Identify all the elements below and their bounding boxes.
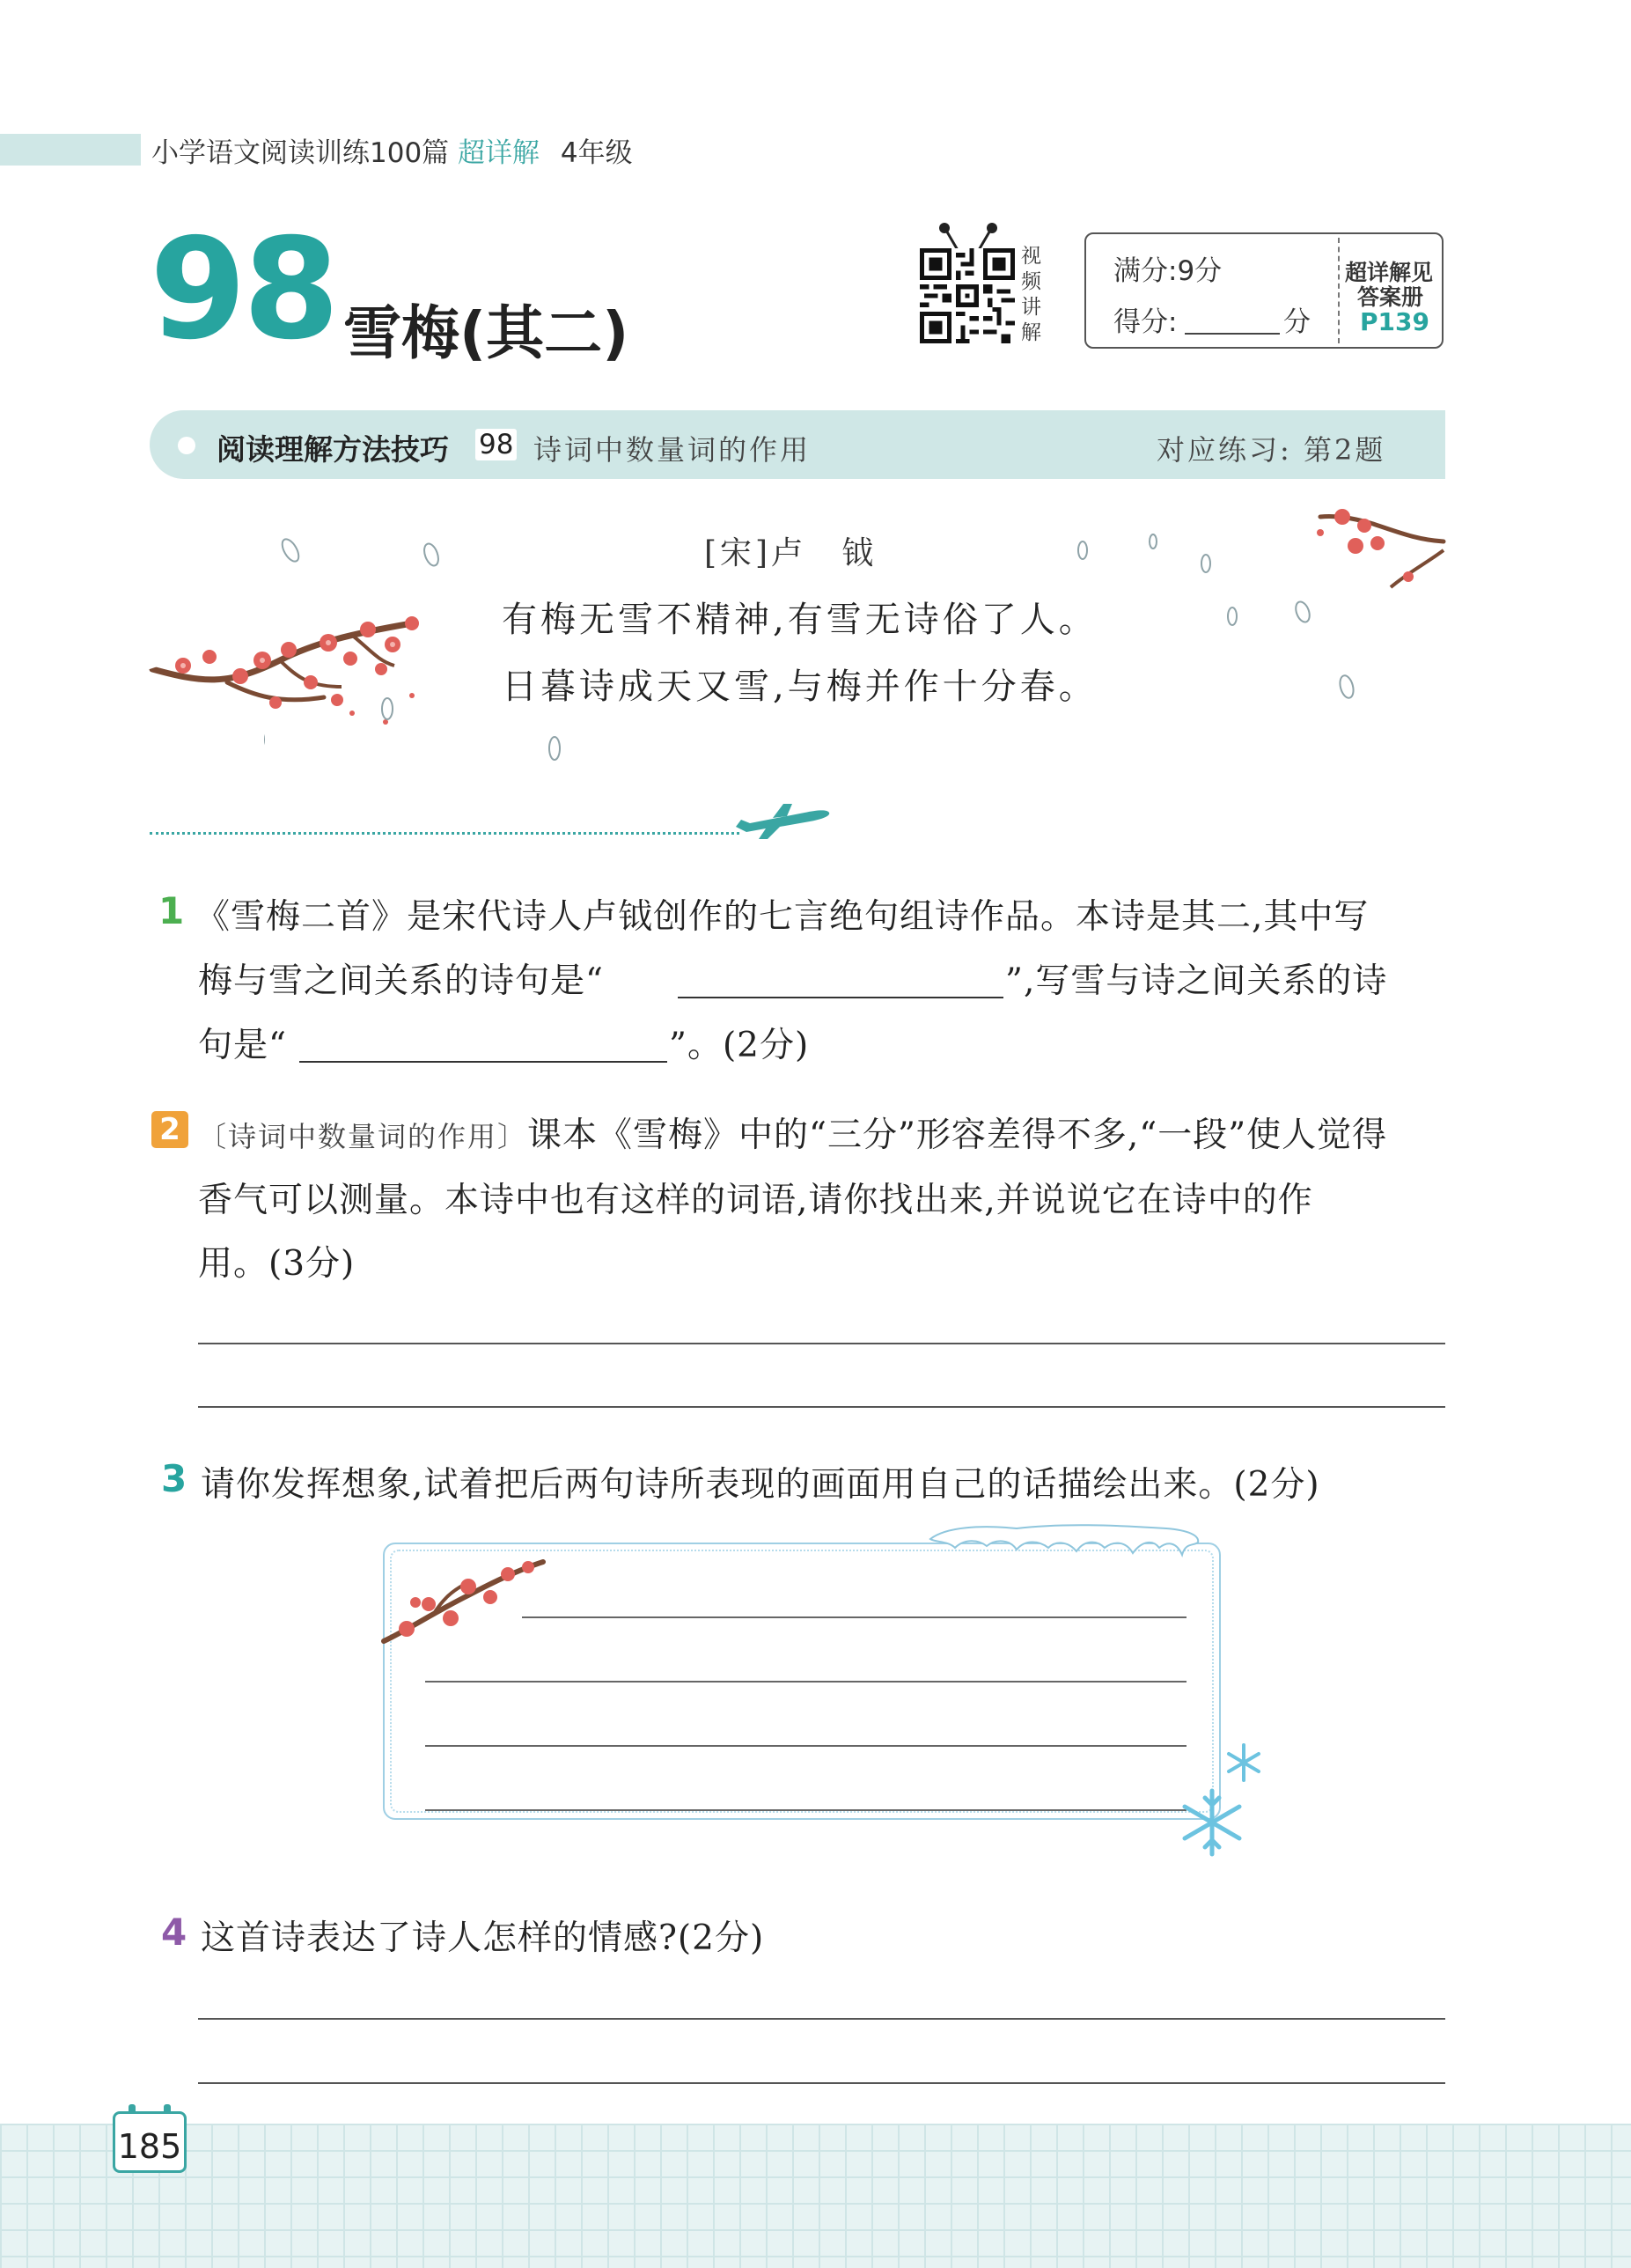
answer-line[interactable]: [198, 1343, 1445, 1344]
book-highlight: 超详解: [458, 137, 540, 169]
snow-cap-decoration: [929, 1521, 1201, 1564]
book-header: [151, 130, 633, 170]
answer-ref-line2: 答案册: [1357, 284, 1424, 310]
answer-ref-line1: 超详解见: [1345, 260, 1434, 285]
question-2-number: 2: [151, 1111, 188, 1148]
answer-page-ref: P139: [1360, 307, 1429, 336]
answer-blank[interactable]: [299, 1061, 667, 1063]
page-number: 185: [117, 2127, 182, 2166]
question-2-text-line: 课本《雪梅》中的“三分”形容差得不多,“一段”使人觉得: [527, 1116, 1388, 1155]
poem-author: [宋]卢 钺: [704, 535, 878, 571]
qr-label-char: 频: [1021, 270, 1041, 293]
question-1-text: 句是“: [198, 1026, 287, 1065]
question-1-text: ”。(2分): [669, 1026, 810, 1065]
question-2-text: [198, 1108, 1387, 1157]
qr-label-char: 解: [1021, 321, 1041, 344]
score-unit: 分: [1283, 306, 1311, 338]
video-explain-label: [1021, 244, 1047, 346]
question-2-text: 香气可以测量。本诗中也有这样的词语,请你找出来,并说说它在诗中的作: [198, 1181, 1313, 1220]
method-number: 98: [475, 429, 517, 460]
question-1-text: ”,写雪与诗之间关系的诗: [1005, 961, 1388, 1001]
lesson-number: 98: [150, 209, 336, 371]
tv-antenna-icon: [933, 222, 1003, 252]
method-topic: 诗词中数量词的作用: [533, 433, 812, 467]
question-3-number: 3: [161, 1457, 187, 1500]
airplane-icon: [729, 797, 834, 841]
book-grade: 4年级: [560, 137, 633, 169]
footer-grid-band: [0, 2124, 1631, 2268]
score-box-divider: [1338, 238, 1340, 343]
writing-line[interactable]: [522, 1616, 1187, 1618]
writing-line[interactable]: [425, 1745, 1187, 1747]
question-4-number: 4: [161, 1911, 187, 1954]
question-3-text: 请你发挥想象,试着把后两句诗所表现的画面用自己的话描绘出来。(2分): [201, 1465, 1320, 1505]
answer-line[interactable]: [198, 2018, 1445, 2020]
lesson-title: 雪梅(其二): [343, 299, 629, 367]
question-1-text: 梅与雪之间关系的诗句是“: [198, 961, 604, 1001]
poem-line: 日暮诗成天又雪,与梅并作十分春。: [502, 666, 1098, 707]
method-label: 阅读理解方法技巧: [217, 432, 449, 467]
question-2-skill-tag: 〔诗词中数量词的作用〕: [198, 1120, 528, 1153]
qr-label-char: 视: [1021, 245, 1041, 268]
writing-line[interactable]: [425, 1681, 1187, 1683]
snowflake-icon: [1175, 1734, 1281, 1867]
full-score: 满分:9分: [1113, 255, 1223, 287]
question-4-text: 这首诗表达了诗人怎样的情感?(2分): [201, 1918, 765, 1958]
question-1-number: 1: [158, 889, 185, 932]
writing-line[interactable]: [425, 1809, 1187, 1811]
question-2-text: 用。(3分): [198, 1244, 356, 1284]
header-accent-bar: [0, 134, 141, 166]
section-divider: [150, 832, 739, 835]
plum-blossom-card-illustration: [380, 1543, 547, 1648]
bullet-dot-icon: [178, 437, 195, 454]
score-blank[interactable]: [1185, 333, 1280, 335]
method-practice-ref: 对应练习: 第2题: [1157, 433, 1386, 467]
poem-line: 有梅无雪不精神,有雪无诗俗了人。: [502, 600, 1098, 640]
question-1-text: 《雪梅二首》是宋代诗人卢钺创作的七言绝句组诗作品。本诗是其二,其中写: [195, 897, 1370, 937]
answer-line[interactable]: [198, 1406, 1445, 1408]
qr-code-icon[interactable]: [920, 248, 1015, 343]
book-title: 小学语文阅读训练100篇: [151, 137, 450, 169]
answer-line[interactable]: [198, 2082, 1445, 2084]
score-label: 得分:: [1113, 306, 1178, 338]
qr-label-char: 讲: [1021, 296, 1041, 319]
answer-blank[interactable]: [678, 997, 1003, 998]
